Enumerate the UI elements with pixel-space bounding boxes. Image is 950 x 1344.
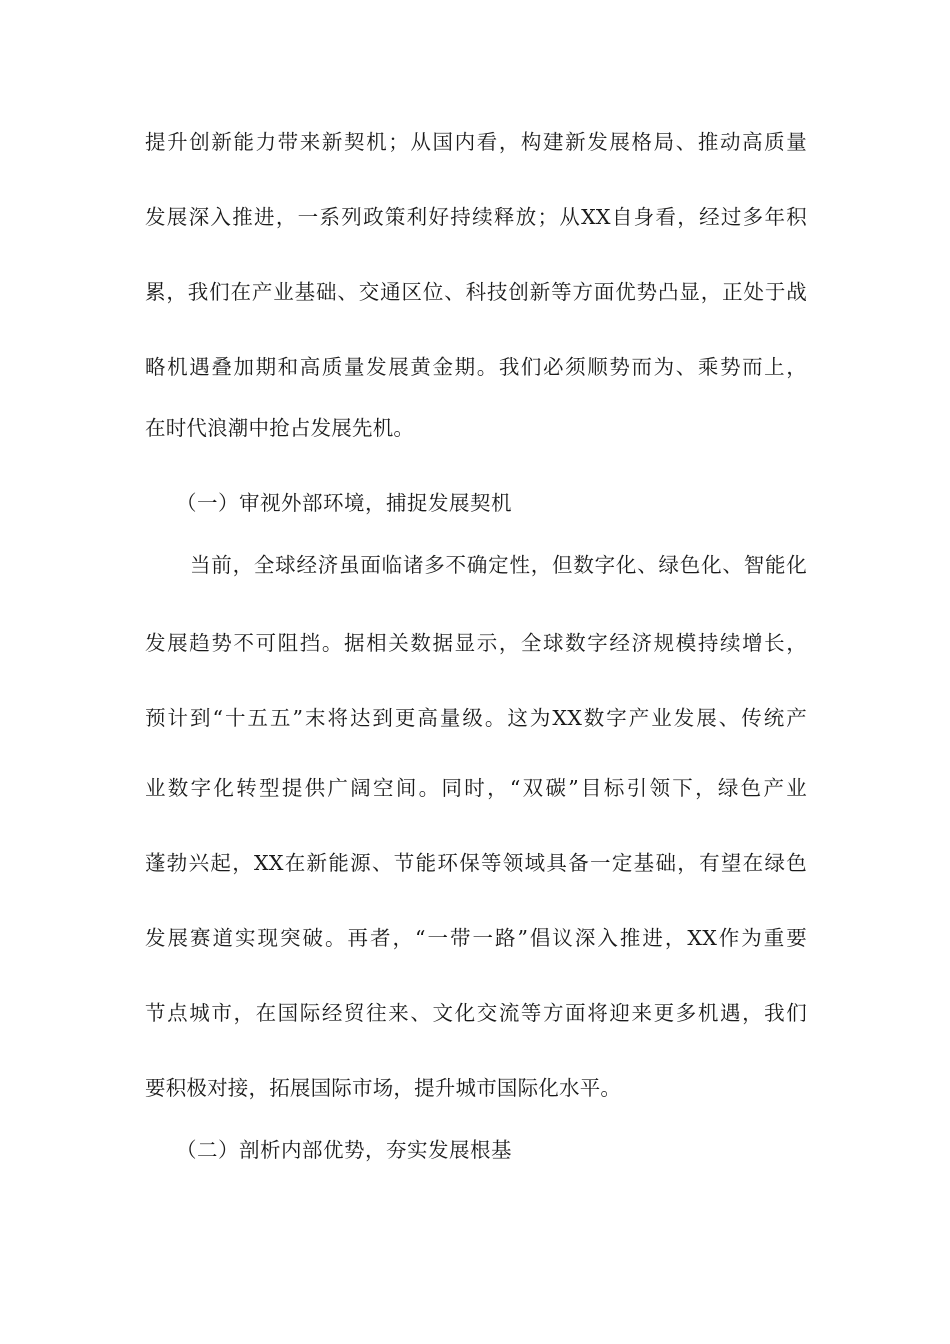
- paragraph-1-line-2: 发展深入推进，一系列政策利好持续释放；从XX自身看，经过多年积: [145, 205, 807, 229]
- paragraph-1-line-4: 略机遇叠加期和高质量发展黄金期。我们必须顺势而为、乘势而上，: [145, 355, 807, 379]
- paragraph-2-line-3: 预计到“十五五”末将达到更高量级。这为XX数字产业发展、传统产: [145, 706, 807, 730]
- paragraph-1-line-5: 在时代浪潮中抢占发展先机。: [145, 416, 415, 440]
- section-heading-1: （一）审视外部环境，捕捉发展契机: [176, 491, 512, 515]
- paragraph-2-line-7: 节点城市，在国际经贸往来、文化交流等方面将迎来更多机遇，我们: [145, 1001, 807, 1025]
- paragraph-1-line-3: 累，我们在产业基础、交通区位、科技创新等方面优势凸显，正处于战: [145, 280, 807, 304]
- paragraph-2-line-2: 发展趋势不可阻挡。据相关数据显示，全球数字经济规模持续增长，: [145, 631, 807, 655]
- section-heading-2: （二）剖析内部优势，夯实发展根基: [176, 1138, 512, 1162]
- paragraph-2-line-1: 当前，全球经济虽面临诸多不确定性，但数字化、绿色化、智能化: [190, 553, 807, 577]
- paragraph-2-line-5: 蓬勃兴起，XX在新能源、节能环保等领域具备一定基础，有望在绿色: [145, 851, 807, 875]
- paragraph-2-line-4: 业数字化转型提供广阔空间。同时，“双碳”目标引领下，绿色产业: [145, 776, 807, 800]
- paragraph-1-line-1: 提升创新能力带来新契机；从国内看，构建新发展格局、推动高质量: [145, 130, 807, 154]
- paragraph-2-line-8: 要积极对接，拓展国际市场，提升城市国际化水平。: [145, 1076, 622, 1100]
- paragraph-2-line-6: 发展赛道实现突破。再者，“一带一路”倡议深入推进，XX作为重要: [145, 926, 807, 950]
